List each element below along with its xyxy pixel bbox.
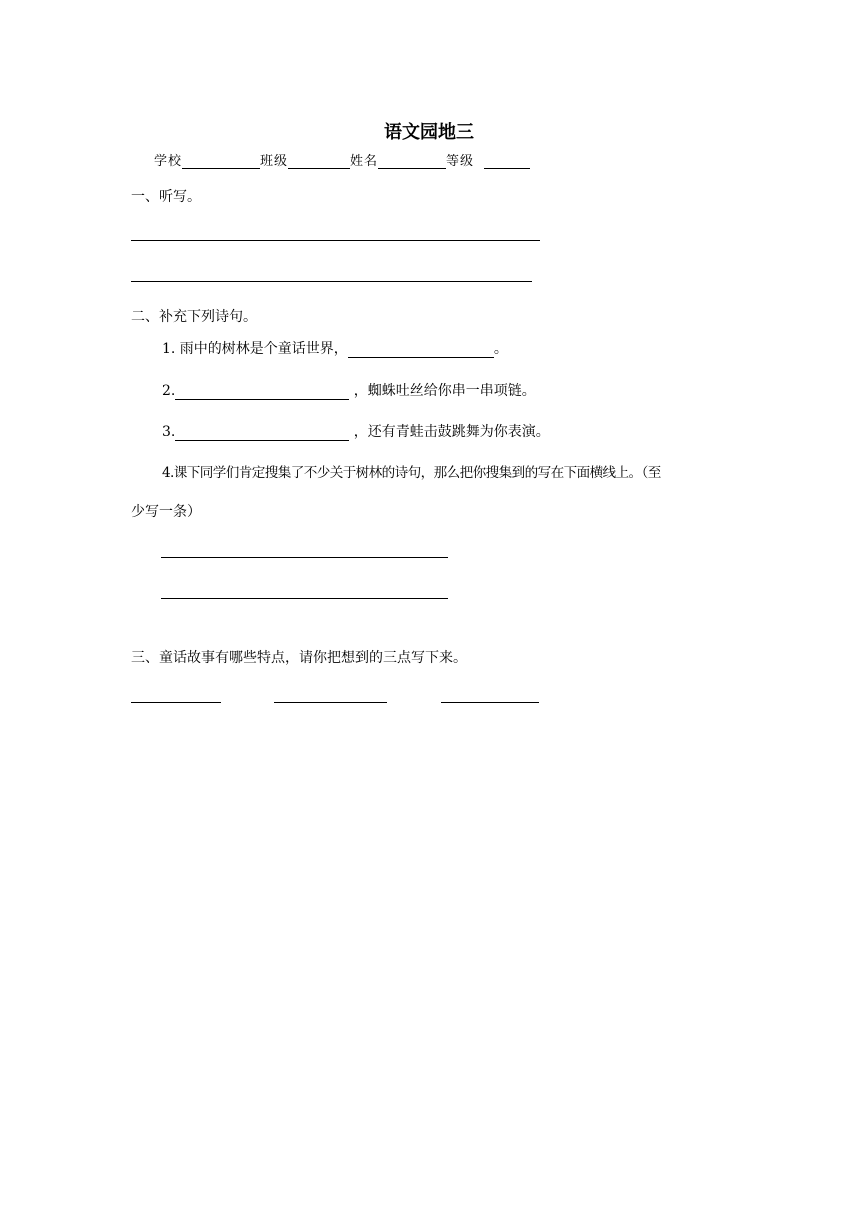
- question-3: [162, 421, 550, 441]
- section2-heading: 二、补充下列诗句。: [131, 309, 257, 325]
- question-1-prefix: 1. 雨中的树林是个童话世界，: [162, 341, 348, 357]
- question-2: [162, 380, 536, 400]
- section1-heading: 一、听写。: [131, 189, 201, 205]
- dictation-line-2[interactable]: [131, 281, 532, 282]
- class-blank[interactable]: [288, 154, 350, 169]
- student-info-row: [154, 150, 530, 169]
- question-4-line-2: 少写一条）: [131, 504, 201, 520]
- question-3-blank[interactable]: [175, 426, 349, 441]
- poem-answer-line-2[interactable]: [161, 598, 448, 599]
- question-4-line-1: 4.课下同学们肯定搜集了不少关于树林的诗句，那么把你搜集到的写在下面横线上。（至: [162, 465, 661, 481]
- feature-answer-line-1[interactable]: [131, 702, 221, 703]
- section3-heading: 三、童话故事有哪些特点，请你把想到的三点写下来。: [131, 650, 467, 666]
- school-label: 学校: [154, 154, 183, 169]
- question-1-suffix: 。: [493, 341, 508, 357]
- class-label: 班级: [260, 154, 289, 169]
- question-1: [162, 338, 508, 358]
- question-3-prefix: 3.: [162, 424, 176, 440]
- grade-label: 等级: [446, 154, 475, 169]
- page-title: 语文园地三: [384, 122, 474, 143]
- grade-blank[interactable]: [484, 154, 530, 169]
- name-label: 姓名: [350, 154, 379, 169]
- dictation-line-1[interactable]: [131, 240, 540, 241]
- question-2-prefix: 2.: [162, 383, 176, 399]
- feature-answer-line-2[interactable]: [274, 702, 387, 703]
- question-2-suffix: ，蜘蛛吐丝给你串一串项链。: [349, 383, 536, 399]
- question-3-suffix: ，还有青蛙击鼓跳舞为你表演。: [349, 424, 550, 440]
- poem-answer-line-1[interactable]: [161, 557, 448, 558]
- question-2-blank[interactable]: [175, 385, 349, 400]
- name-blank[interactable]: [378, 154, 446, 169]
- question-1-blank[interactable]: [348, 343, 494, 358]
- feature-answer-line-3[interactable]: [441, 702, 539, 703]
- school-blank[interactable]: [182, 154, 260, 169]
